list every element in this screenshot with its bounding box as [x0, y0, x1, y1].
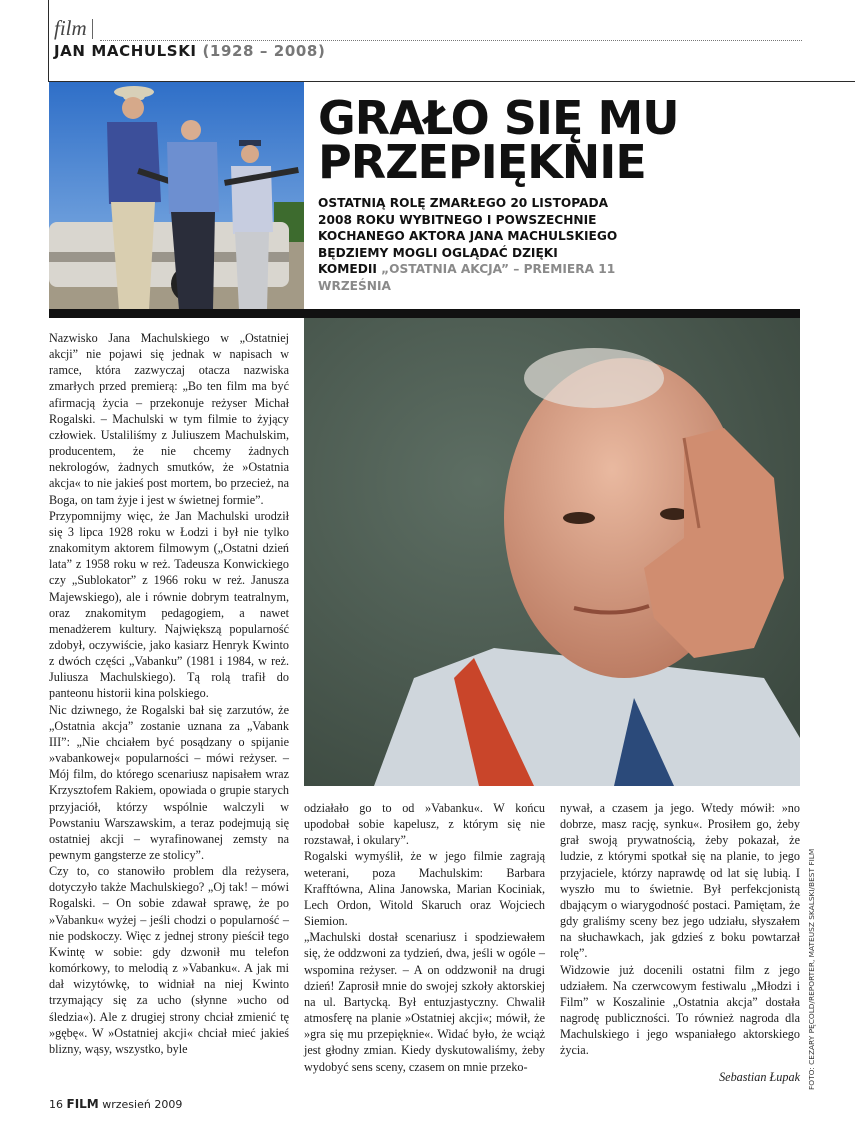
portrait-photo: [304, 318, 800, 786]
issue-date: wrzesień 2009: [102, 1098, 183, 1111]
running-header: [54, 42, 325, 60]
dotted-rule: [100, 40, 802, 41]
paragraph: nywał, a czasem ja jego. Wtedy mówił: »no dobrze, masz rację, synku«. Prosiłem go, żeby grał swoją prywatnością, żeby pokazał, że ludzie, z którymi spotkał się na planie, to jego przyjaciele, którzy naprawdę od lat się lubią. I wyszło mu to świetnie. Był perfekcjonistą dbającym o wiarygodność postaci. Pamiętam, że gdy graliśmy sceny bez jego udziału, słyszałem na słuchawkach, jak gdzieś z boku powtarzał rolę”.: [560, 801, 800, 961]
top-photo: [49, 82, 304, 310]
paragraph: Nazwisko Jana Machulskiego w „Ostatniej akcji” nie pojawi się jednak w napisach w ramce, która zazwyczaj otacza nazwiska zmarłych przed premierą: „Bo ten film ma być afirmacją życia – przekonuje reżyser Michał Rogalski. – Machulski w tym filmie to żyjący człowiek. Ustaliliśmy z Juliuszem Machulskim, producentem, że nie chcemy żadnych nekrologów, żadnych smutków, że »Ostatnia akcja« to nie jakieś post mortem, bo przecież, na Boga, on tam żyje i jest w świetnej formie”.: [49, 331, 289, 507]
paragraph: Nic dziwnego, że Rogalski bał się zarzutów, że „Ostatnia akcja” zostanie uznana za „Vabank III”: „Nie chciałem być posądzany o spijanie »vabankowej« popularności – mówi reżyser. – Mój film, do którego scenariusz napisałem wraz Krzysztofem Rakiem, opowiada o grupie starych przyjaciół, którzy wspólnie walczyli w Powstaniu Warszawskim, a teraz podejmują się ostatniej akcji – wyrafinowanej zemsty na pewnym gangsterze ze stolicy”.: [49, 702, 289, 862]
paragraph: Rogalski wymyślił, że w jego filmie zagrają weterani, poza Machulskim: Barbara Krafftówna, Alina Janowska, Marian Kociniak, Lech Ordon, Witold Skaruch oraz Wojciech Siemion.: [304, 849, 545, 929]
lead-highlight: „OSTATNIA AKCJA” – PREMIERA 11 WRZEŚNIA: [318, 262, 616, 293]
headline-line-2: PRZEPIĘKNIE: [318, 135, 646, 189]
headline-line-1: GRAŁO SIĘ MU: [318, 91, 679, 145]
headline: [318, 91, 798, 189]
magazine-name: FILM: [66, 1097, 99, 1111]
header-dates: (1928 – 2008): [202, 42, 326, 60]
author-signature: Sebastian Łupak: [719, 1069, 800, 1084]
photo-credit-text: FOTO: CEZARY PĘCOLD/REPORTER, MATEUSZ SKALSKI/BEST FILM: [807, 848, 816, 1090]
article-column-1: [49, 330, 289, 1057]
lead-text: OSTATNIĄ ROLĘ ZMARŁEGO 20 LISTOPADA 2008 ROKU WYBITNEGO I POWSZECHNIE KOCHANEGO AKTORA JANA MACHULSKIEGO BĘDZIEMY MOGLI OGLĄDAĆ DZIĘKI KOMEDII: [318, 196, 618, 276]
black-divider-bar: [49, 309, 800, 318]
paragraph: Przypomnijmy więc, że Jan Machulski urodził się 3 lipca 1928 roku w Łodzi i był nie tylko znakomitym aktorem filmowym („Ostatni dzień lata” z 1958 roku w reż. Tadeusza Konwickiego czy „Sublokator” z 1966 roku w reż. Janusza Majewskiego), ale i równie dobrym teatralnym, oraz znakomitym pedagogiem, a nawet menadżerem kultury. Największą popularność zdobył, oczywiście, jako kasiarz Henryk Kwinto z dwóch części „Vabanku” (1981 i 1984, w reż. Juliusza Machulskiego). Tą rolą trafił do panteonu historii kina polskiego.: [49, 508, 289, 701]
article-column-3: [560, 800, 800, 1085]
header-person-name: JAN MACHULSKI: [54, 42, 197, 60]
paragraph: odziałało go to od »Vabanku«. W końcu upodobał sobie kapelusz, z którym się nie rozstawał, i okulary”.: [304, 801, 545, 848]
header-vertical-rule: [48, 0, 49, 82]
lead-paragraph: [318, 195, 618, 294]
paragraph: „Machulski dostał scenariusz i spodziewałem się, że oddzwoni za tydzień, dwa, jeśli w ogóle – wspomina reżyser. – A on oddzwonił na drugi dzień! Zaprosił mnie do swojej szkoły aktorskiej na ul. Bartycką. Był entuzjastyczny. Chwalił atmosferę na planie »Ostatniej akcji«; mówił, że »gra się mu przepięknie«. Widać było, że wciąż jest głodny zmian. Kiedy dyskutowaliśmy, żeby wydobyć sens sceny, czasem on mnie przeko-: [304, 930, 545, 1074]
photo-credit: [804, 830, 818, 1090]
page-footer: [49, 1097, 182, 1111]
paragraph: Widzowie już docenili ostatni film z jego udziałem. Na czerwcowym festiwalu „Młodzi i Film” w Koszalinie „Ostatnia akcja” dostała nagrodę publiczności. To również nagroda dla Machulskiego i jego wspaniałego aktorskiego życia.: [560, 962, 800, 1058]
paragraph: Czy to, co stanowiło problem dla reżysera, dotyczyło także Machulskiego? „Oj tak! – mówi Rogalski. – On sobie zdawał sprawę, że po »Vabanku« wyżej – jeśli chodzi o popularność – nie podskoczy. Więc z jednej strony pieścił tego Kwintę w sobie: gdy dzwonił mu telefon komórkowy, to melodią z »Vabanku«. A jak mi dał wizytówkę, to widniał na niej Kwinto trzymający się za ucho (słynne »ucho od śledzia«). Ale z drugiej strony chciał zmienić tę »gębę«. W »Ostatniej akcji« chciał mieć jakieś blizny, wąsy, wszystko, byle: [49, 864, 289, 1056]
section-divider: [92, 19, 93, 39]
section-label: film: [54, 16, 87, 40]
article-column-2: [304, 800, 545, 1075]
page-number: 16: [49, 1098, 63, 1111]
